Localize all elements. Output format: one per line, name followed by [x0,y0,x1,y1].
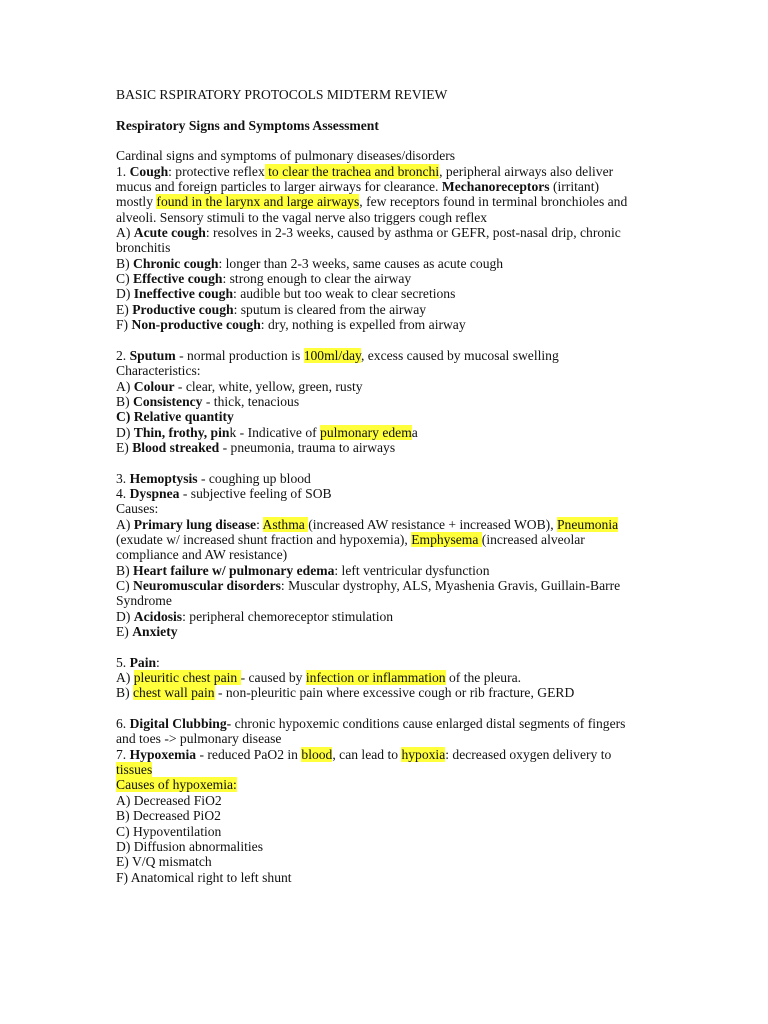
text-line [116,271,656,286]
text-run: Syndrome [116,593,172,609]
bold-term: Chronic cough [133,255,219,271]
text-line [116,256,656,271]
text-run: and toes -> pulmonary disease [116,731,282,747]
text-line [116,348,656,363]
spacer [116,102,656,117]
text-line [116,854,656,869]
text-run: A) [116,225,134,241]
text-run: - clear, white, yellow, green, rusty [174,378,363,394]
text-run: : [156,654,160,670]
bold-term: Hypoxemia [129,746,197,762]
text-run: : Muscular dystrophy, ALS, Myashenia Gravis, Guillain-Barre [280,578,621,593]
text-run: - non-pleuritic pain where excessive cough or rib fracture, GERD [214,685,575,701]
text-run: 3. [116,470,130,486]
text-line [116,655,656,670]
text-line [116,593,656,608]
text-run: , excess caused by mucosal swelling [360,347,559,363]
text-run: E) V/Q mismatch [116,854,212,870]
text-run: 7. [116,746,130,762]
text-line [116,425,656,440]
text-line [116,501,656,516]
highlighted-text: infection or inflammation [305,670,446,686]
text-line [116,824,656,839]
highlighted-text: blood [301,746,333,762]
text-run: E) [116,439,133,455]
text-run: (irritant) [549,179,600,195]
text-run: C) [116,578,133,593]
bold-term: Cough [129,163,169,179]
text-run: D) Diffusion abnormalities [116,838,263,854]
bold-term: Productive cough [132,301,234,317]
bold-term: Heart failure w/ pulmonary edema [133,562,335,578]
text-line [116,194,656,209]
text-run: (increased AW resistance + increased WOB), [308,516,557,532]
highlighted-text: Causes of hypoxemia: [116,777,237,793]
bold-term: Digital Clubbing- [129,716,232,732]
text-run: Characteristics: [116,363,201,379]
text-run: : resolves in 2-3 weeks, caused by asthma or GEFR, post-nasal drip, chronic [205,225,621,241]
text-line [116,670,656,685]
text-run: - normal production is [175,347,304,363]
text-line [116,379,656,394]
bold-term: Acute cough [133,225,206,241]
document-title: BASIC RSPIRATORY PROTOCOLS MIDTERM REVIEW [116,87,448,102]
highlighted-text: Asthma [262,516,309,532]
text-line [116,240,656,255]
highlighted-text: found in the larynx and large airways [156,194,360,210]
text-run: A) [116,516,134,532]
text-line [116,839,656,854]
text-run: a [411,424,418,440]
text-line [116,624,656,639]
text-run: - coughing up blood [197,470,311,486]
text-line [116,731,656,746]
text-line [116,164,656,179]
text-run: , peripheral airways also deliver [439,163,614,179]
bold-term: Ineffective cough [133,286,234,302]
text-run: mostly [116,194,157,210]
bold-term: Neuromuscular disorders [133,578,281,593]
text-run: C) [116,271,133,287]
text-line [116,808,656,823]
text-run: A) [116,670,134,686]
text-line [116,777,656,792]
text-run: C) Hypoventilation [116,823,222,839]
text-run: , few receptors found in terminal bronchioles and [359,194,628,210]
blank-line [116,701,656,716]
bold-term: Hemoptysis [129,470,198,486]
text-line [116,409,656,424]
text-run: F) [116,317,132,333]
bold-term: Thin, frothy, pin [133,424,230,440]
text-run: (increased alveolar [481,531,585,547]
text-run: - reduced PaO2 in [196,746,302,762]
text-line [116,716,656,731]
text-line [116,609,656,624]
bold-term: Primary lung disease [133,516,257,532]
text-run: 5. [116,654,130,670]
text-run: B) Decreased PiO2 [116,808,221,824]
section-heading: Respiratory Signs and Symptoms Assessment [116,117,379,133]
text-run: : dry, nothing is expelled from airway [260,317,466,333]
text-run: chronic hypoxemic conditions cause enlarged distal segments of fingers [231,716,626,732]
text-run: - thick, tenacious [202,393,300,409]
text-run: D) [116,424,134,440]
bold-term: Acidosis [133,608,183,624]
text-run: B) [116,393,133,409]
text-run: 6. [116,716,130,732]
text-run: mucus and foreign particles to larger airways for clearance. [116,179,442,195]
text-run: 4. [116,485,130,501]
spacer [116,133,656,148]
highlighted-text: tissues [116,762,153,778]
text-line [116,363,656,378]
highlighted-text: hypoxia [401,746,446,762]
text-run: D) [116,286,134,302]
blank-line [116,639,656,654]
bold-term: Effective cough [133,271,223,287]
text-run: : protective reflex [168,163,265,179]
document-body [116,164,656,885]
text-run: - caused by [240,670,306,686]
text-run: B) [116,685,133,701]
bold-term: Anxiety [132,624,178,640]
text-line [116,685,656,700]
text-run: : strong enough to clear the airway [222,271,412,287]
text-run: A) Decreased FiO2 [116,792,222,808]
highlighted-text: Pneumonia [557,516,619,532]
text-run: of the pleura. [445,670,522,686]
text-run: 2. [116,347,130,363]
bold-term: Colour [133,378,175,394]
highlighted-text: pleuritic chest pain [133,670,241,686]
text-line [116,179,656,194]
text-run: (exudate w/ increased shunt fraction and hypoxemia), [116,531,412,547]
text-run: bronchitis [116,240,171,256]
text-line [116,762,656,777]
text-run: D) [116,608,134,624]
text-run: - pneumonia, trauma to airways [219,439,396,455]
text-run: : left ventricular dysfunction [334,562,490,578]
text-run: E) [116,301,133,317]
bold-term: Mechanoreceptors [441,179,550,195]
text-line [116,578,656,593]
text-line [116,286,656,301]
highlighted-text: 100ml/day [303,347,361,363]
text-run: : [256,516,263,532]
text-line [116,793,656,808]
text-line [116,517,656,532]
text-run: : decreased oxygen delivery to [445,746,612,762]
bold-term: Non-productive cough [131,317,261,333]
text-line [116,870,656,885]
bold-term: Consistency [133,393,203,409]
text-run: E) [116,624,133,640]
blank-line [116,455,656,470]
text-run: alveoli. Sensory stimuli to the vagal nerve also triggers cough reflex [116,209,488,225]
highlighted-text: pulmonary edem [320,424,412,440]
bold-term: Sputum [129,347,176,363]
text-line [116,317,656,332]
text-run: Causes: [116,501,159,517]
document-page [116,87,656,885]
text-run: : peripheral chemoreceptor stimulation [182,608,394,624]
text-run: k - Indicative of [229,424,321,440]
text-run: : audible but too weak to clear secretions [233,286,456,302]
text-line [116,547,656,562]
text-line [116,563,656,578]
text-run: A) [116,378,134,394]
text-run: : longer than 2-3 weeks, same causes as acute cough [218,255,504,271]
bold-term: Blood streaked [132,439,220,455]
text-line [116,225,656,240]
bold-term: Dyspnea [129,485,180,501]
intro-line: Cardinal signs and symptoms of pulmonary diseases/disorders [116,148,456,164]
text-line [116,532,656,547]
text-run: compliance and AW resistance) [116,547,288,563]
text-run: B) [116,562,133,578]
highlighted-text: Emphysema [411,531,482,547]
text-line [116,747,656,762]
text-run: 1. [116,163,130,179]
text-run: , can lead to [332,746,402,762]
text-line [116,210,656,225]
text-line [116,486,656,501]
text-run: F) Anatomical right to left shunt [116,869,292,885]
bold-term: C) Relative quantity [116,409,234,425]
text-line [116,440,656,455]
highlighted-text: chest wall pain [133,685,215,701]
text-line [116,394,656,409]
blank-line [116,333,656,348]
text-run: B) [116,255,133,271]
bold-term: Pain [129,654,157,670]
text-run: : sputum is cleared from the airway [233,301,427,317]
highlighted-text: to clear the trachea and bronchi [264,163,440,179]
text-run: - subjective feeling of SOB [179,485,332,501]
text-line [116,471,656,486]
text-line [116,302,656,317]
